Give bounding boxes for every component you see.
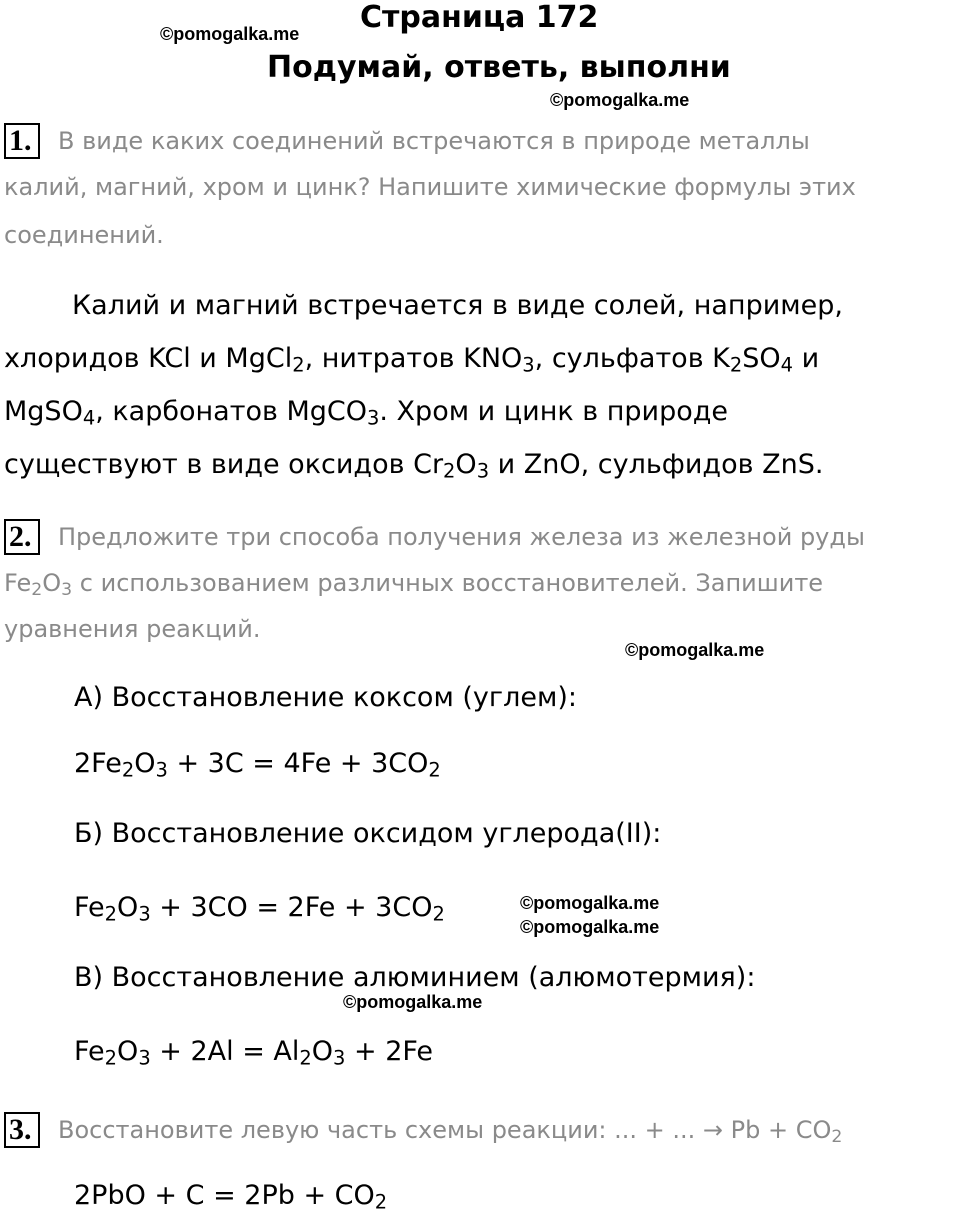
task2-question-line: уравнения реакций.: [4, 615, 261, 643]
watermark: ©pomogalka.me: [520, 893, 660, 913]
watermark: ©pomogalka.me: [625, 640, 765, 660]
task2-question-line: Предложите три способа получения железа из железной руды: [58, 523, 865, 551]
task1-answer-line: существуют в виде оксидов $Cr_2O_3$ и ZnO, сульфидов ZnS.: [4, 449, 824, 483]
task3-question: Восстановите левую часть схемы реакции: ... + ... → $Pb + CO_2$: [58, 1116, 843, 1147]
task1-question-line: калий, магний, хром и цинк? Напишите химические формулы этих: [4, 173, 856, 201]
task1-answer-line: хлоридов KCl и MgCl$_2$, нитратов $KNO_3$, сульфатов $K_2SO_4$ и: [4, 343, 820, 377]
task-number-1: 1.: [4, 123, 40, 159]
method-b-label: Б) Восстановление оксидом углерода(II):: [74, 818, 662, 849]
equation-c: $Fe_2O_3 + 2Al = Al_2O_3 + 2Fe$: [74, 1036, 434, 1070]
task1-question-line: соединений.: [4, 221, 164, 249]
task1-answer-line: MgSO$_4$, карбонатов MgCO$_3$. Хром и цинк в природе: [4, 396, 729, 430]
task1-answer-line: Калий и магний встречается в виде солей, например,: [72, 290, 843, 321]
watermark: ©pomogalka.me: [343, 992, 483, 1012]
task-number-3: 3.: [4, 1112, 40, 1148]
equation-a: $2Fe_2O_3 + 3C = 4Fe + 3CO_2$: [74, 748, 441, 782]
task1-question-line: В виде каких соединений встречаются в природе металлы: [58, 127, 810, 155]
section-subtitle: Подумай, ответь, выполни: [267, 50, 731, 85]
task3-answer: $2PbO + C = 2Pb + CO_2$: [74, 1180, 388, 1214]
watermark: ©pomogalka.me: [160, 24, 300, 44]
method-c-label: В) Восстановление алюминием (алюмотермия):: [74, 962, 756, 993]
watermark: ©pomogalka.me: [550, 90, 690, 110]
task2-question-line: $Fe_2O_3$ с использованием различных восстановителей. Запишите: [4, 569, 824, 600]
equation-b: $Fe_2O_3 + 3CO = 2Fe + 3CO_2$: [74, 892, 445, 926]
task-number-2: 2.: [4, 519, 40, 555]
page-title: Страница 172: [360, 0, 599, 35]
method-a-label: А) Восстановление коксом (углем):: [74, 682, 577, 713]
watermark: ©pomogalka.me: [520, 917, 660, 937]
